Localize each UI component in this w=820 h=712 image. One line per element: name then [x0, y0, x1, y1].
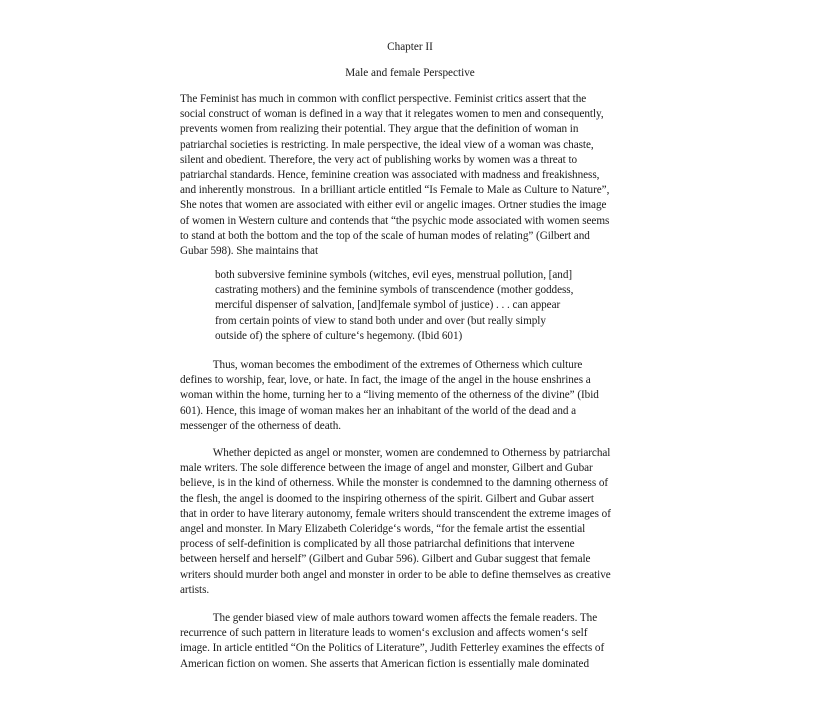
text-line: defines to worship, fear, love, or hate. In fact, the image of the angel in the house enshrines a — [180, 374, 591, 387]
text-line: patriarchal societies is restricting. In male perspective, the ideal view of a woman was chaste, — [180, 138, 594, 151]
text-line: recurrence of such pattern in literature leads to women‘s exclusion and affects women‘s self — [180, 627, 588, 640]
text-line: process of self-definition is complicated by all those patriarchal definitions that intervene — [180, 538, 575, 551]
quote-line: from certain points of view to stand both under and over (but really simply — [215, 314, 546, 327]
text-line: silent and obedient. Therefore, the very act of publishing works by women was a threat to — [180, 153, 578, 166]
quote-line: outside of) the sphere of culture‘s hegemony. (Ibid 601) — [215, 329, 463, 342]
text-line: that in order to have literary autonomy, female writers should transcendent the extreme images of — [180, 507, 611, 520]
chapter-title: Male and female Perspective — [345, 67, 475, 79]
text-line: messenger of the otherness of death. — [180, 419, 341, 432]
paragraph-3 — [180, 446, 650, 598]
text-line: to stand at both the bottom and the top of the scale of human modes of relating” (Gilbert and — [180, 229, 590, 242]
text-line: angel and monster. In Mary Elizabeth Coleridge‘s words, “for the female artist the essential — [180, 522, 586, 535]
text-line: image. In article entitled “On the Politics of Literature”, Judith Fetterley examines the effects of — [180, 642, 605, 655]
text-line: Gubar 598). She maintains that — [180, 244, 319, 257]
text-line: male writers. The sole difference between the image of angel and monster, Gilbert and Gubar — [180, 462, 593, 475]
text-line: The Feminist has much in common with conflict perspective. Feminist critics assert that the — [180, 93, 587, 105]
text-line: prevents women from realizing their potential. They argue that the definition of woman in — [180, 123, 579, 136]
quote-line: castrating mothers) and the feminine symbols of transcendence (mother goddess, — [215, 284, 574, 297]
text-line: She notes that women are associated with either evil or angelic images. Ortner studies the image — [180, 199, 607, 212]
quote-line: merciful dispenser of salvation, [and]female symbol of justice) . . . can appear — [215, 299, 561, 312]
text-line: artists. — [180, 583, 210, 596]
block-quote — [215, 268, 645, 344]
text-line: social construct of woman is defined in a way that it relegates women to men and consequently, — [180, 108, 604, 121]
text-line: patriarchal standards. Hence, feminine creation was associated with madness and freakishness, — [180, 168, 600, 181]
text-line: The gender biased view of male authors toward women affects the female readers. The — [180, 612, 598, 624]
text-line: 601). Hence, this image of woman makes her an inhabitant of the world of the dead and a — [180, 404, 577, 417]
text-line: and inherently monstrous. In a brilliant article entitled “Is Female to Male as Culture to Nature”, — [180, 184, 610, 197]
paragraph-2 — [180, 358, 650, 434]
text-line: Thus, woman becomes the embodiment of the extremes of Otherness which culture — [180, 359, 583, 371]
quote-line: both subversive feminine symbols (witches, evil eyes, menstrual pollution, [and] — [215, 269, 573, 281]
text-line: between herself and herself” (Gilbert and Gubar 596). Gilbert and Gubar suggest that female — [180, 553, 591, 566]
chapter-heading: Chapter II — [387, 41, 433, 53]
text-line: believe, is in the kind of otherness. While the monster is condemned to the damning otherness of — [180, 477, 609, 490]
paragraph-1 — [180, 92, 650, 259]
text-line: the flesh, the angel is doomed to the inspiring otherness of the spirit. Gilbert and Gubar assert — [180, 492, 594, 505]
text-line: Whether depicted as angel or monster, women are condemned to Otherness by patriarchal — [180, 447, 611, 459]
text-line: of women in Western culture and contends that “the psychic mode associated with women seems — [180, 214, 610, 227]
text-line: woman within the home, turning her to a “living memento of the otherness of the divine” (Ibid — [180, 389, 599, 402]
paragraph-4 — [180, 611, 650, 672]
text-line: writers should murder both angel and monster in order to be able to define themselves as creative — [180, 568, 611, 581]
text-line: American fiction on women. She asserts that American fiction is essentially male dominated — [180, 657, 590, 670]
